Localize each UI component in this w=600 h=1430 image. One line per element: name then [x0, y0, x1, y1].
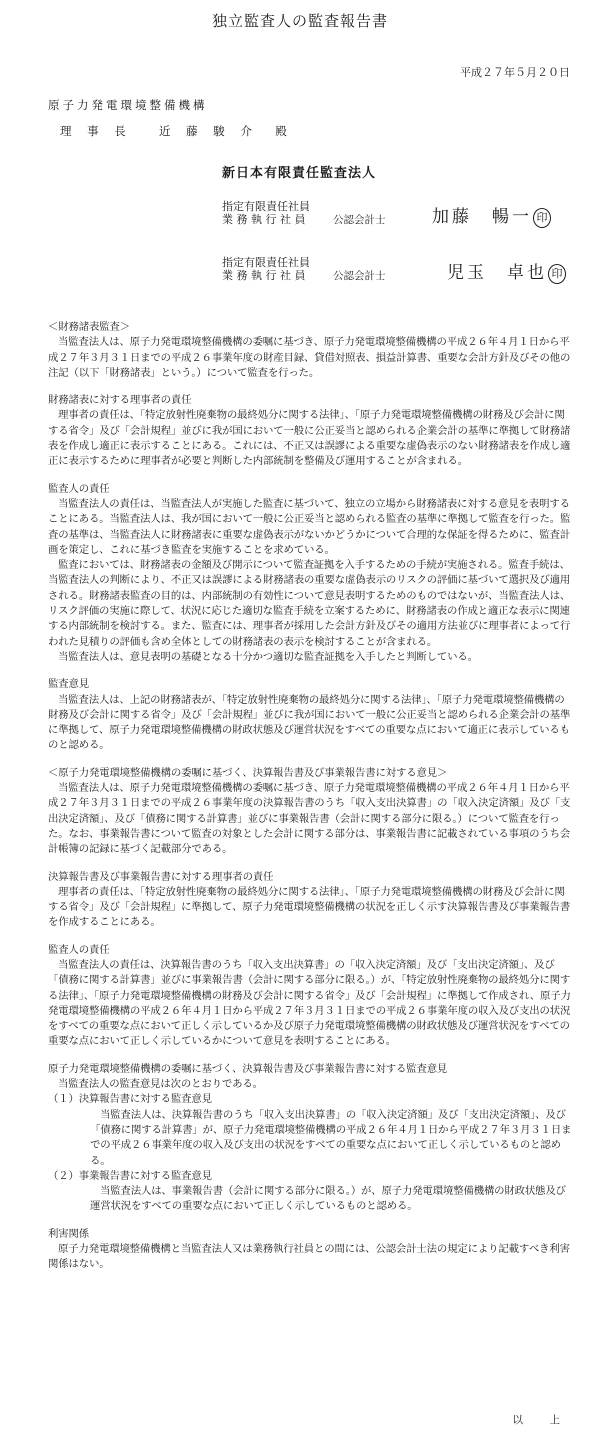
section-heading: ＜原子力発電環境整備機構の委嘱に基づく、決算報告書及び事業報告書に対する意見＞ — [48, 766, 448, 779]
section-heading: 決算報告書及び事業報告書に対する理事者の責任 — [48, 870, 274, 883]
addressee-person: 理 事 長 近 藤 駿 介 殿 — [60, 124, 293, 138]
paragraph: 当監査法人の監査意見は次のとおりである。 — [58, 1078, 263, 1091]
seal-stamp-icon: 印 — [548, 264, 566, 284]
auditor-name-2: 児玉 卓也 印 — [447, 258, 566, 284]
numbered-heading: （１）決算報告書に対する監査意見 — [48, 1093, 212, 1106]
auditor-signature-1 — [222, 200, 310, 226]
paragraph: 当監査法人は、原子力発電環境整備機構の委嘱に基づき、原子力発電環境整備機構の平成２６年４月１日から平成２７年３月３１日までの平成２６事業年度の財産目録、貸借対照表、損益計算書、重要な会計方針及びその他の注記（以下「財務諸表」という。）について監査を行った。 — [48, 336, 571, 379]
addressee-organization: 原子力発電環境整備機構 — [48, 98, 208, 112]
paragraph: 監査においては、財務諸表の金額及び開示について監査証拠を入手するための手続が実施される。監査手続は、当監査法人の判断により、不正又は誤謬による財務諸表の重要な虚偽表示のリスクの評価に基づいて選択及び適用される。財務諸表監査の目的は、内部統制の有効性について意見表明するためのものではないが、当監査法人は、リスク評価の実施に際して、状況に応じた適切な監査手続を立案するために、財務諸表の作成と適正な表示に関連する内部統制を検討する。また、監査には、理事者が採用した会計方針及びその適用方法並びに理事者によって行われた見積りの評価も含め全体としての財務諸表の表示を検討することが含まれる。 — [48, 559, 571, 648]
paragraph: 当監査法人は、事業報告書（会計に関する部分に限る。）が、原子力発電環境整備機構の財政状態及び運営状況をすべての重要な点において正しく示しているものと認める。 — [90, 1185, 566, 1213]
section-heading: 監査人の責任 — [48, 943, 110, 956]
section-heading: 原子力発電環境整備機構の委嘱に基づく、決算報告書及び事業報告書に対する監査意見 — [48, 1062, 448, 1075]
section-report-audit-opinion — [48, 1062, 573, 1215]
auditor-role-line2: 業 務 執 行 社 員 — [222, 269, 306, 282]
section-interest — [48, 1227, 573, 1273]
paragraph: 当監査法人は、原子力発電環境整備機構の委嘱に基づき、原子力発電環境整備機構の平成２６年４月１日から平成２７年３月３１日までの平成２６事業年度の決算報告書のうち「収入支出決算書」の「収入決定済額」及び「支出決定済額」、及び「債務に関する計算書」並びに事業報告書（会計に関する部分に限る。）について監査を行った。なお、事業報告書について監査の対象とした会計に関する部分は、事業報告書に記載されている事項のうち会計帳簿の記録に基づく記載部分である。 — [48, 782, 571, 856]
auditor-role-line2: 業 務 執 行 社 員 — [222, 213, 306, 226]
section-heading: ＜財務諸表監査＞ — [48, 321, 130, 333]
section-heading: 監査意見 — [48, 678, 89, 691]
auditor-name-1: 加藤 暢一 印 — [432, 202, 551, 228]
paragraph: 原子力発電環境整備機構と当監査法人又は業務執行社員との間には、公認会計士法の規定により記載すべき利害関係はない。 — [48, 1243, 570, 1271]
section-auditor-fs — [48, 482, 573, 666]
section-auditor-report — [48, 943, 573, 1050]
auditor-qualification-2: 公認会計士 — [333, 270, 386, 282]
auditor-role-line1: 指定有限責任社員 — [222, 256, 310, 269]
paragraph: 理事者の責任は、「特定放射性廃棄物の最終処分に関する法律」、「原子力発電環境整備機構の財務及び会計に関する省令」及び「会計規程」に準拠して、原子力発電環境整備機構の状況を正しく示す決算報告書及び事業報告書を作成することにある。 — [48, 885, 571, 929]
auditor-qualification-1: 公認会計士 — [333, 214, 386, 226]
section-heading: 財務諸表に対する理事者の責任 — [48, 394, 192, 407]
section-opinion-fs — [48, 677, 573, 753]
closing-mark: 以 上 — [512, 1414, 568, 1426]
section-heading: 利害関係 — [48, 1227, 89, 1240]
report-title: 独立監査人の監査報告書 — [211, 12, 388, 30]
paragraph: 当監査法人は、上記の財務諸表が、「特定放射性廃棄物の最終処分に関する法律」、「原子力発電環境整備機構の財務及び会計に関する省令」及び「会計規程」並びに我が国において一般に公正妥当と認められる企業会計の基準に準拠して、原子力発電環境整備機構の財政状態及び運営状況をすべての重要な点において適正に表示しているものと認める。 — [48, 693, 571, 752]
auditor-signature-2 — [222, 256, 310, 282]
paragraph: 当監査法人の責任は、決算報告書のうち「収入支出決算書」の「収入決定済額」及び「支出決定済額」、及び「債務に関する計算書」並びに事業報告書（会計に関する部分に限る。）が、「特定放射性廃棄物の最終処分に関する法律」、「原子力発電環境整備機構の財務及び会計に関する省令」及び「会計規程」に準拠して作成され、原子力発電環境整備機構の平成２６年４月１日から平成２７年３月３１日までの平成２６事業年度の収入及び支出の状況をすべての重要な点において正しく示しているか及び原子力発電環境整備機構の財政状態及び運営状況をすべての重要な点において正しく示しているかについて意見を表明することにある。 — [48, 958, 571, 1048]
report-date: 平成２７年５月２０日 — [460, 66, 570, 79]
audit-firm-name: 新日本有限責任監査法人 — [222, 166, 377, 181]
section-fs-audit — [48, 320, 573, 381]
seal-stamp-icon: 印 — [533, 208, 551, 228]
report-body — [48, 320, 573, 1273]
section-report-opinion — [48, 766, 573, 858]
section-director-report — [48, 870, 573, 931]
section-director-fs — [48, 393, 573, 469]
auditor-role-line1: 指定有限責任社員 — [222, 200, 310, 213]
numbered-heading: （２）事業報告書に対する監査意見 — [48, 1169, 212, 1182]
paragraph: 当監査法人は、意見表明の基礎となる十分かつ適切な監査証拠を入手したと判断している。 — [58, 650, 478, 663]
paragraph: 当監査法人は、決算報告書のうち「収入支出決算書」の「収入決定済額」及び「支出決定済額」、及び「債務に関する計算書」が、原子力発電環境整備機構の平成２６年４月１日から平成２７年３月３１日までの平成２６事業年度の収入及び支出の状況をすべての重要な点において正しく示しているものと認める。 — [90, 1108, 572, 1167]
paragraph: 当監査法人の責任は、当監査法人が実施した監査に基づいて、独立の立場から財務諸表に対する意見を表明することにある。当監査法人は、我が国において一般に公正妥当と認められる監査の基準に準拠して監査を行った。監査の基準は、当監査法人に財務諸表に重要な虚偽表示がないかどうかについて合理的な保証を得るために、監査計画を策定し、これに基づき監査を実施することを求めている。 — [48, 497, 571, 556]
paragraph: 理事者の責任は、「特定放射性廃棄物の最終処分に関する法律」、「原子力発電環境整備機構の財務及び会計に関する省令」及び「会計規程」並びに我が国において一般に公正妥当と認められる企業会計の基準に準拠して財務諸表を作成し適正に表示することにある。これには、不正又は誤謬による重要な虚偽表示のない財務諸表を作成し適正に表示するために理事者が必要と判断した内部統制を整備及び運用することが含まれる。 — [48, 409, 571, 468]
section-heading: 監査人の責任 — [48, 482, 110, 495]
